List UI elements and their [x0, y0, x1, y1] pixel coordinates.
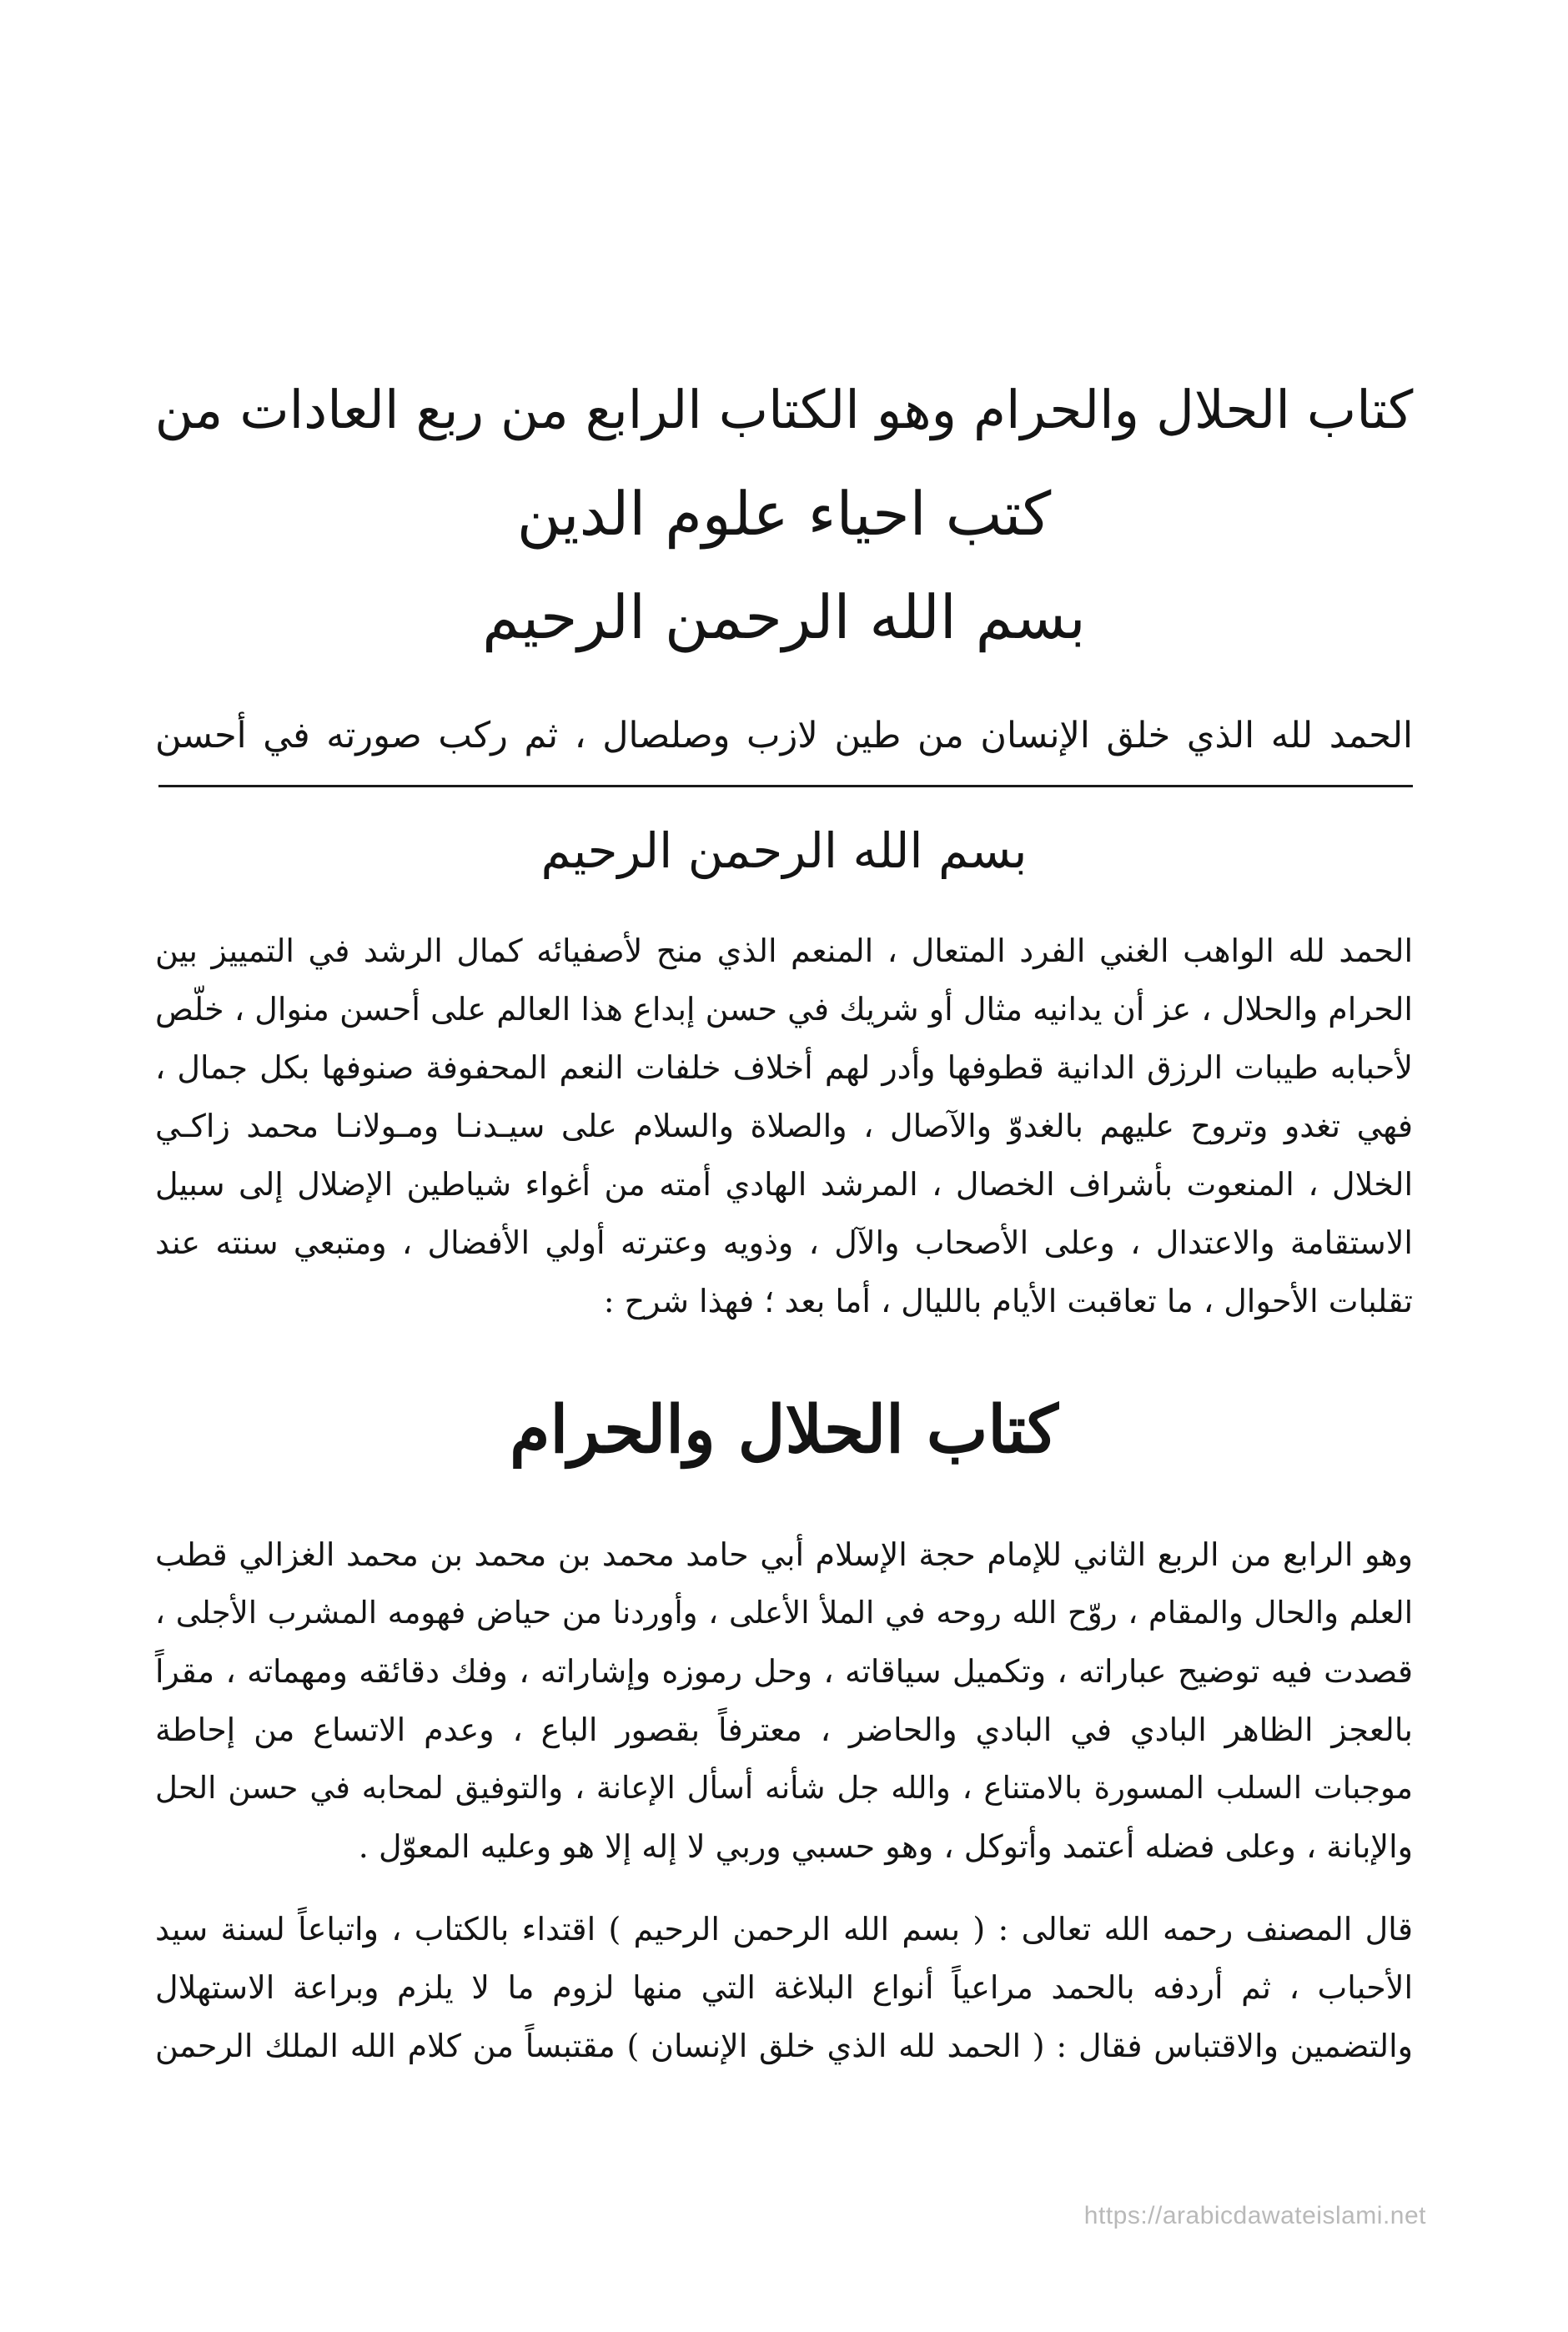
section-divider — [158, 785, 1413, 787]
author-line: الأحباب ، ثم أردفه بالحمد مراعياً أنواع البلاغة التي منها لزوم ما لا يلزم وبراعة الاستهلال — [155, 1969, 1413, 2006]
book-title-line-2: كتب احياء علوم الدين — [516, 479, 1052, 549]
intro-line: وهو الرابع من الربع الثاني للإمام حجة الإسلام أبي حامد محمد بن محمد بن محمد الغزالي قطب — [155, 1536, 1413, 1573]
book-title-block — [150, 359, 1418, 669]
book-heading: كتاب الحلال والحرام — [510, 1392, 1058, 1468]
preface-line: الحرام والحلال ، عز أن يدانيه مثال أو شريك في حسن إبداع هذا العالم على أحسن منوال ، خلّص — [155, 991, 1413, 1028]
intro-line: قصدت فيه توضيح عباراته ، وتكميل سياقاته ، وحل رموزه وإشاراته ، وفك دقائقه ومهماته ، مقراً — [155, 1653, 1413, 1690]
preface-line: الخلال ، المنعوت بأشراف الخصال ، المرشد الهادي أمته من أغواء شياطين الإضلال إلى سبيل — [155, 1166, 1413, 1203]
intro-line: بالعجز الظاهر البادي في البادي والحاضر ، معترفاً بقصور الباع ، وعدم الاتساع من إحاطة — [155, 1711, 1413, 1748]
preface-line: فهي تغدو وتروح عليهم بالغدوّ والآصال ، والصلاة والسلام على سيـدنـا ومـولانـا محمد زاكـي — [155, 1108, 1413, 1144]
preface-line: لأحبابه طيبات الرزق الدانية قطوفها وأدر لهم أخلاف خلفات النعم المحفوفة صنوفها بكل جمال ، — [155, 1049, 1413, 1086]
intro-line: العلم والحال والمقام ، روّح الله روحه في الملأ الأعلى ، وأوردنا من حياض فهومه المشرب الأجلى ، — [155, 1595, 1413, 1631]
book-title-line-1: كتاب الحلال والحرام وهو الكتاب الرابع من ربع العادات من — [154, 379, 1414, 440]
intro-line: موجبات السلب المسورة بالامتناع ، والله جل شأنه أسأل الإعانة ، والتوفيق لمحابه في حسن الحل — [155, 1770, 1413, 1806]
watermark-url: https://arabicdawateislami.net — [1083, 2202, 1426, 2229]
commentary-basmala: بسم الله الرحمن الرحيم — [540, 822, 1028, 879]
book-title-basmala: بسم الله الرحمن الرحيم — [482, 582, 1086, 652]
source-text-line: الحمد لله الذي خلق الإنسان من طين لازب وصلصال ، ثم ركب صورته في أحسن — [155, 715, 1413, 756]
author-line: قال المصنف رحمه الله تعالى : ( بسم الله الرحمن الرحيم ) اقتداء بالكتاب ، واتباعاً لسنة سيد — [155, 1911, 1413, 1948]
preface-line: الاستقامة والاعتدال ، وعلى الأصحاب والآل ، وذويه وعترته أولي الأفضال ، ومتبعي سنته عند — [155, 1224, 1413, 1261]
preface-line-last: تقلبات الأحوال ، ما تعاقبت الأيام بالليال ، أما بعد ؛ فهذا شرح : — [603, 1283, 1413, 1319]
intro-line-last: والإبانة ، وعلى فضله أعتمد وأتوكل ، وهو حسبي وربي لا إله إلا هو وعليه المعوّل . — [358, 1828, 1413, 1865]
preface-line: الحمد لله الواهب الغني الفرد المتعال ، المنعم الذي منح لأصفيائه كمال الرشد في التمييز بين — [155, 932, 1413, 969]
author-line: والتضمين والاقتباس فقال : ( الحمد لله الذي خلق الإنسان ) مقتبساً من كلام الله الملك الرحمن — [155, 2028, 1413, 2064]
